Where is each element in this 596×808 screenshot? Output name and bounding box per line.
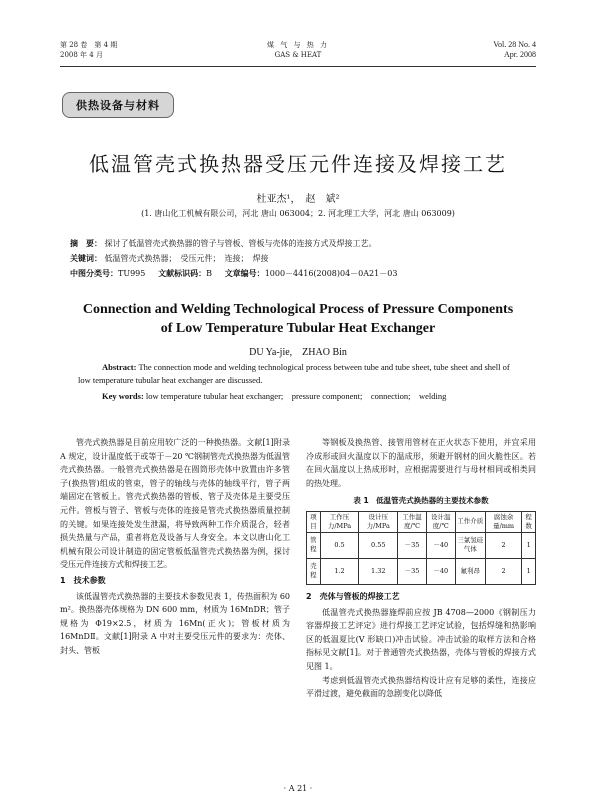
table-header-cell: 工作温度/℃ bbox=[398, 511, 427, 532]
table-cell: 1 bbox=[522, 532, 536, 558]
table-cell: 三氯氢硅气体 bbox=[455, 532, 485, 558]
authors-zh: 杜亚杰¹， 赵 斌² bbox=[256, 194, 340, 205]
section-heading: 1 技术参数 bbox=[60, 575, 106, 585]
paragraph: 该低温管壳式换热器的主要技术参数见表 1，传热面积为 60 m²。换热器壳体规格为 DN 600 mm，材质为 16MnDR；管子规格为 Φ19×2.5，材质为 16Mn(正火)；管板材质为 16MnDⅡ。文献[1]附录 A 中对主要受压元件的要求为：壳体、封头、管板 bbox=[60, 591, 290, 655]
table-cell: 1 bbox=[522, 558, 536, 584]
table-header-row bbox=[307, 511, 536, 532]
table-cell: 1.32 bbox=[359, 558, 398, 584]
journal-name: 煤 气 与 热 力 GAS & HEAT bbox=[267, 41, 329, 59]
section-tag: 供热设备与材料 bbox=[62, 92, 174, 118]
classification-zh: 中图分类号：TU995 文献标识码：B 文章编号：1000－4416(2008)04－0A21－03 bbox=[70, 269, 398, 278]
table-header-cell: 工作介质 bbox=[455, 511, 485, 532]
paragraph: 考虑到低温管壳式换热器结构设计应有足够的柔性，连接应平滑过渡，避免截面的急剧变化以降低 bbox=[306, 675, 536, 699]
table-cell: 壳程 bbox=[307, 558, 321, 584]
table-cell: 0.55 bbox=[359, 532, 398, 558]
table-cell: 氟利昂 bbox=[455, 558, 485, 584]
table-header-cell: 设计温度/℃ bbox=[426, 511, 455, 532]
table-cell: 1.2 bbox=[320, 558, 359, 584]
table-row bbox=[307, 558, 536, 584]
paragraph: 等钢板及换热管、接管用管材在正火状态下使用，并宜采用冷成形或回火温度以下的温成形，须避开钢材的回火脆性区。若在回火温度以上热成形时，应根据需要进行与母材相同或相类同的热处理。 bbox=[306, 438, 536, 488]
journal-issue: Vol. 28 No. 4 Apr. 2008 bbox=[493, 40, 536, 59]
body-left-column bbox=[60, 436, 290, 658]
table-cell: －40 bbox=[426, 558, 455, 584]
table-cell: 管程 bbox=[307, 532, 321, 558]
body-right-column bbox=[306, 436, 536, 701]
page-number: · A 21 · bbox=[283, 784, 313, 793]
abstract-zh: 摘 要： 探讨了低温管壳式换热器的管子与管板、管板与壳体的连接方式及焊接工艺。 bbox=[70, 239, 377, 248]
table-header-cell: 腐蚀余量/mm bbox=[485, 511, 521, 532]
article-title-zh: 低温管壳式换热器受压元件连接及焊接工艺 bbox=[89, 152, 507, 176]
paragraph: 管壳式换热器是目前应用较广泛的一种换热器。文献[1]附录 A 规定，设计温度低于或等于－20 ℃钢制管壳式换热器为低温管壳式换热器。一般管壳式换热器是在圆筒形壳体中放置由许多管子(换热管)组成的管束，管子的轴线与壳体的轴线平行，管子两端固定在管板上。管壳式换热器的管板、管子及壳体是主要受压元件。管板与管子、管板与壳体的连接是管壳式换热器质量控制的关键。如果连接处发生泄漏，将导致两种工作介质混合，轻者损失热量与产品，重者将危及设备与人身安全。本文以唐山化工机械有限公司设计制造的固定管板低温管壳式换热器为例，探讨受压元件连接方式和焊接工艺。 bbox=[60, 438, 290, 570]
article-title-en-line2: of Low Temperature Tubular Heat Exchanger bbox=[160, 321, 436, 336]
journal-volume: 第 28 卷 第 4 期 2008 年 4 月 bbox=[60, 41, 118, 59]
table-cell: －35 bbox=[398, 558, 427, 584]
article-title-en-line1: Connection and Welding Technological Process of Pressure Components bbox=[82, 302, 514, 317]
authors-en: DU Ya-jie, ZHAO Bin bbox=[249, 347, 347, 358]
table-row bbox=[307, 532, 536, 558]
affiliation-zh: (1. 唐山化工机械有限公司，河北 唐山 063004；2. 河北理工大学，河北 唐山 063009) bbox=[141, 209, 455, 218]
parameters-table bbox=[306, 511, 536, 585]
abstract-en: Abstract: The connection mode and welding technological process between tube and tube sheet, tube sheet and shell of low temperature tubular heat exchanger are discussed. bbox=[78, 362, 510, 385]
header-rule bbox=[60, 66, 536, 67]
keywords-zh: 关键词： 低温管壳式换热器； 受压元件； 连接； 焊接 bbox=[70, 254, 269, 263]
table-cell: 2 bbox=[485, 532, 521, 558]
table-caption: 表 1 低温管壳式换热器的主要技术参数 bbox=[353, 496, 489, 506]
table-cell: 0.5 bbox=[320, 532, 359, 558]
table-header-cell: 工作压力/MPa bbox=[320, 511, 359, 532]
section-heading: 2 壳体与管板的焊接工艺 bbox=[306, 591, 400, 601]
keywords-en: Key words: low temperature tubular heat exchanger; pressure component; connection; welding bbox=[102, 391, 447, 401]
table-cell: －35 bbox=[398, 532, 427, 558]
table-header-cell: 设计压力/MPa bbox=[359, 511, 398, 532]
table-cell: －40 bbox=[426, 532, 455, 558]
table-header-cell: 项目 bbox=[307, 511, 321, 532]
table-header-cell: 程数 bbox=[522, 511, 536, 532]
table-cell: 2 bbox=[485, 558, 521, 584]
paragraph: 低温管壳式换热器施焊前应按 JB 4708—2000《钢制压力容器焊接工艺评定》进行焊接工艺评定试验，包括焊缝和热影响区的低温夏比(V 形缺口)冲击试验。冲击试验的取样方法和合格指标见文献[1]。对于普通管壳式换热器，壳体与管板的焊接方式见图 1。 bbox=[306, 607, 536, 671]
